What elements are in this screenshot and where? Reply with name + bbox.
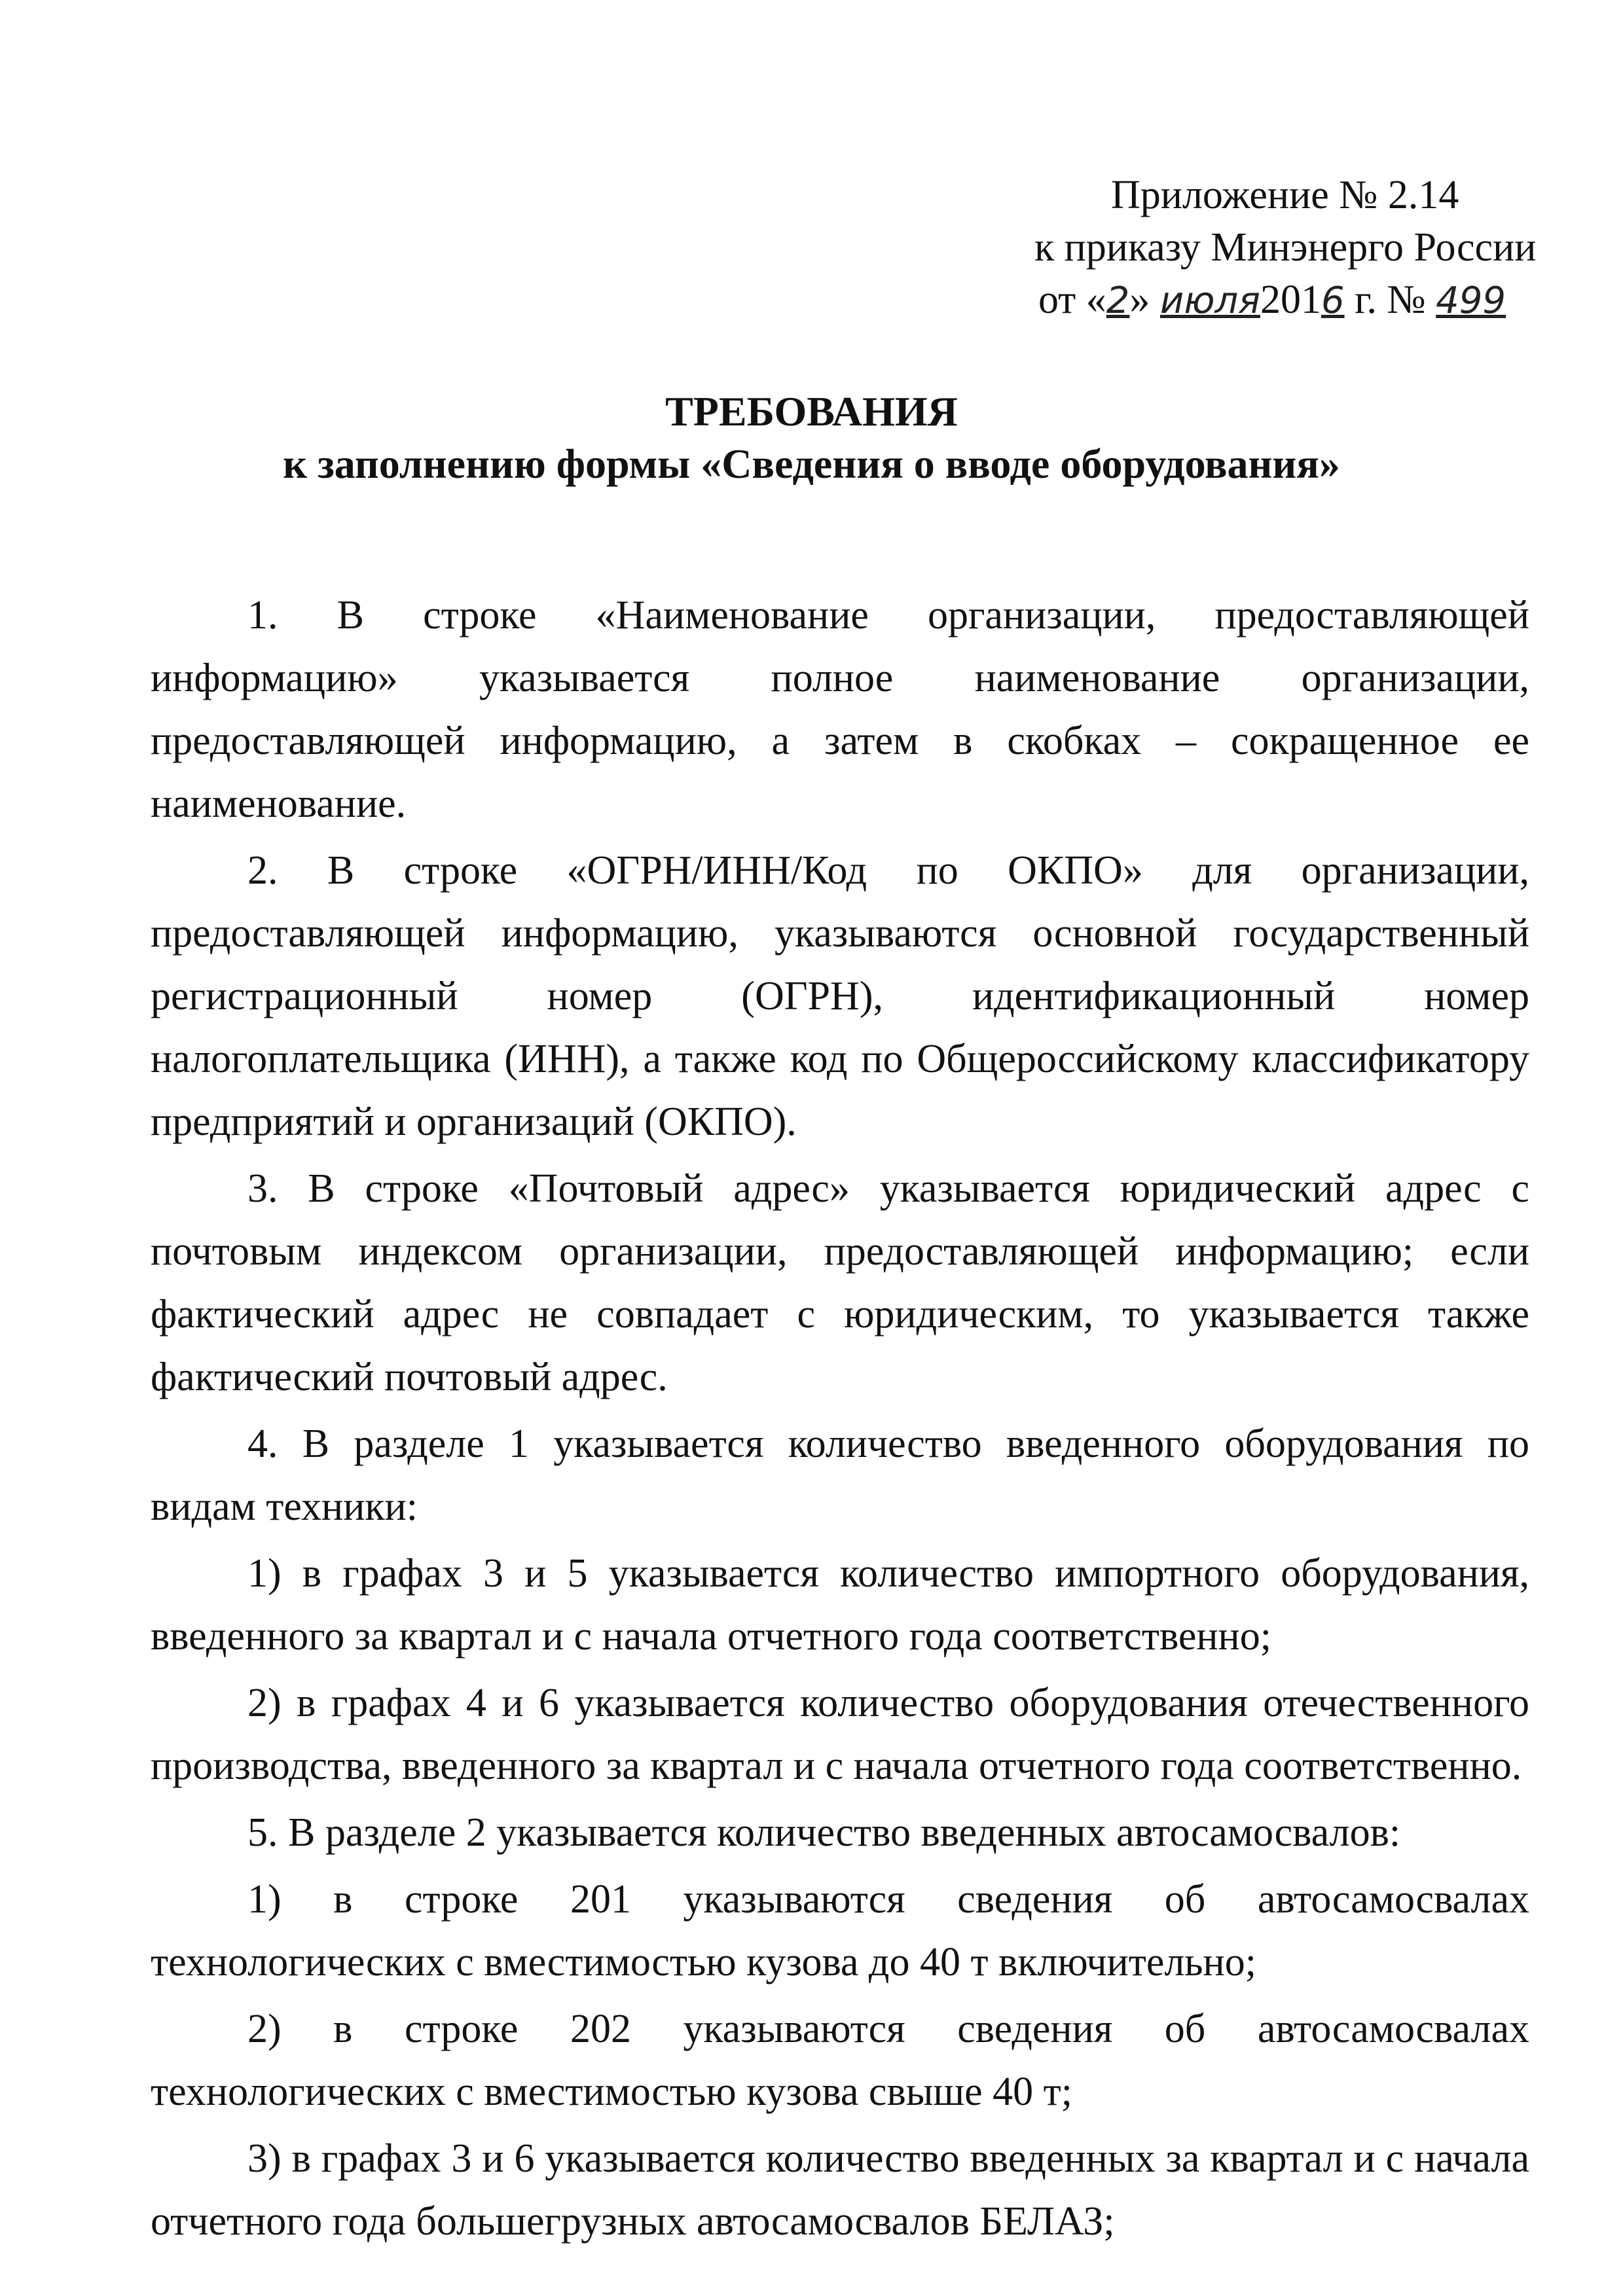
paragraph: 1. В строке «Наименование организации, предоставляющей информацию» указывается полное наименование организации, предоставляющей информацию, а затем в скобках – сокращенное ее наименование. [151,593,1529,826]
year-prefix: 201 [1260,278,1321,322]
paragraph: 1) в строке 201 указываются сведения об автосамосвалах технологических с вместимостью кузова до 40 т включительно; [151,1877,1529,1984]
paragraph: 3. В строке «Почтовый адрес» указывается юридический адрес с почтовым индексом организации, предоставляющей информацию; если фактический адрес не совпадает с юридическим, то указывается также фактический почтовый адрес. [151,1166,1529,1399]
appendix-number: Приложение № 2.14 [1111,173,1459,217]
paragraph: 3) в графах 3 и 6 указывается количество введенных за квартал и с начала отчетного года большегрузных автосамосвалов БЕЛАЗ; [151,2136,1529,2244]
paragraph: 5. В разделе 2 указывается количество введенных автосамосвалов: [247,1810,1401,1855]
paragraph: 2. В строке «ОГРН/ИНН/Код по ОКПО» для организации, предоставляющей информацию, указываются основной государственный регистрационный номер (ОГРН), идентификационный номер налогоплательщика (ИНН), а также код по Общероссийскому классификатору предприятий и организаций (ОКПО). [151,848,1529,1144]
paragraph: 1) в графах 3 и 5 указывается количество импортного оборудования, введенного за квартал и с начала отчетного года соответственно; [151,1551,1529,1659]
document-title: ТРЕБОВАНИЯ [665,388,958,435]
paragraph: 2) в графах 4 и 6 указывается количество оборудования отечественного производства, введенного за квартал и с начала отчетного года соответственно. [151,1681,1529,1788]
paragraph: 2) в строке 202 указываются сведения об автосамосвалах технологических с вместимостью кузова свыше 40 т; [151,2007,1529,2114]
document-body [151,584,1529,2257]
handwritten-year-digit: 6 [1321,279,1345,322]
date-prefix: от « [1038,278,1106,322]
appendix-order-ref: к приказу Минэнерго России [1034,225,1537,270]
date-mid: » [1129,278,1160,322]
order-number-label: г. № [1344,278,1436,322]
document-subtitle: к заполнению формы «Сведения о вводе оборудования» [283,440,1340,487]
handwritten-order-number: 499 [1436,279,1506,322]
handwritten-day: 2 [1106,279,1130,322]
handwritten-month: июля [1159,279,1260,322]
appendix-order-date [1002,274,1539,327]
appendix-header [1002,169,1539,327]
paragraph: 4. В разделе 1 указывается количество введенного оборудования по видам техники: [151,1422,1529,1529]
